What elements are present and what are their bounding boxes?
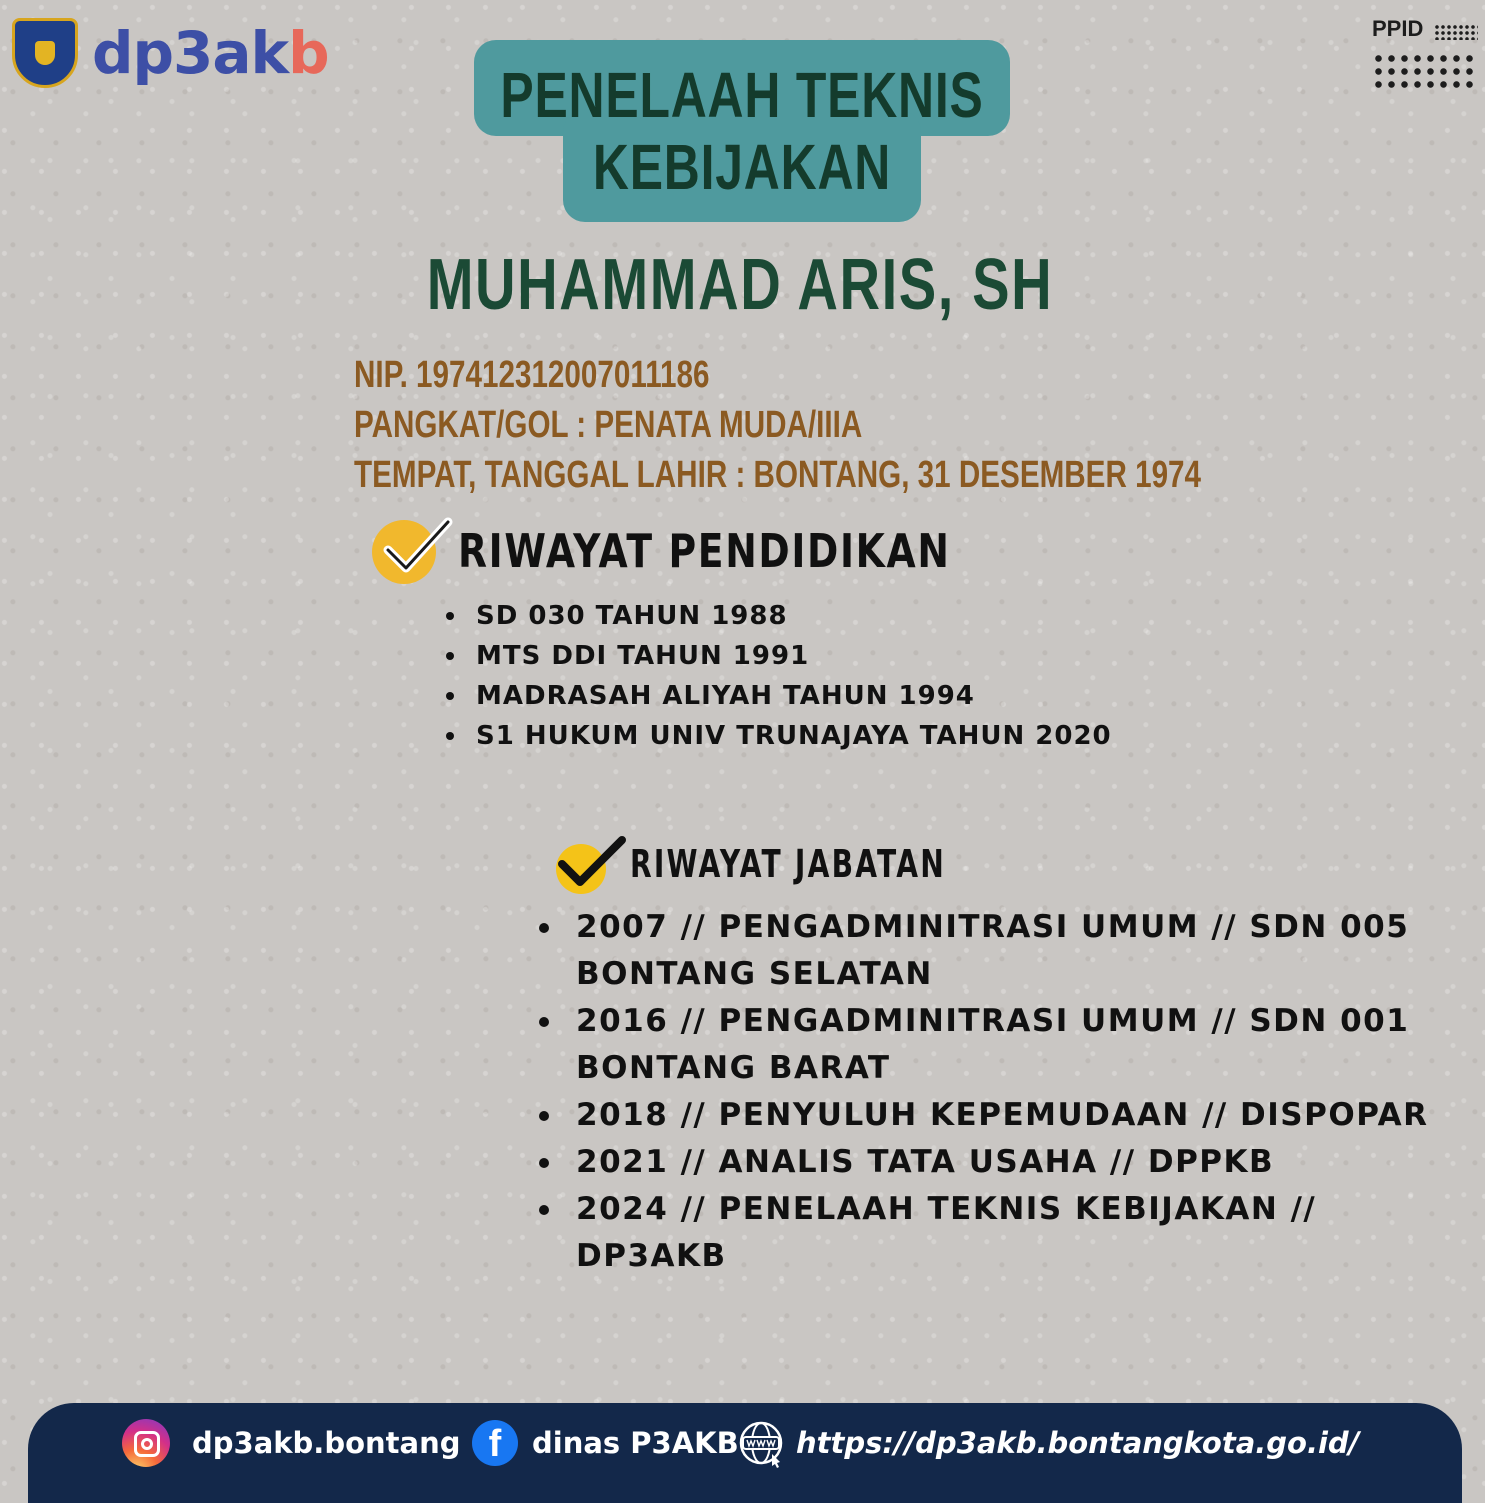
list-item: 2007 // PENGADMINITRASI UMUM // SDN 005 BONTANG SELATAN <box>576 904 1456 998</box>
globe-www-icon <box>736 1418 786 1468</box>
instagram-icon <box>122 1419 170 1467</box>
list-item: 2018 // PENYULUH KEPEMUDAAN // DISPOPAR <box>576 1092 1456 1139</box>
instagram-handle: dp3akb.bontang <box>192 1426 461 1460</box>
list-item: MADRASAH ALIYAH TAHUN 1994 <box>476 676 1236 716</box>
ppid-dots-small <box>1434 24 1478 40</box>
facebook-link[interactable] <box>472 1419 739 1467</box>
list-item: 2016 // PENGADMINITRASI UMUM // SDN 001 BONTANG BARAT <box>576 998 1456 1092</box>
pangkat-line: PANGKAT/GOL : PENATA MUDA/IIIA <box>354 404 863 446</box>
nip-line: NIP. 197412312007011186 <box>354 354 710 396</box>
list-item: SD 030 TAHUN 1988 <box>476 596 1236 636</box>
title-line-2: KEBIJAKAN <box>592 131 892 203</box>
ppid-label: PPID <box>1372 16 1424 41</box>
title-line-1: PENELAAH TEKNIS <box>500 59 984 131</box>
positions-list <box>576 904 1456 1280</box>
list-item: 2024 // PENELAAH TEKNIS KEBIJAKAN // DP3AKB <box>576 1186 1456 1280</box>
ppid-dots-pattern <box>1372 52 1478 92</box>
check-badge-icon <box>556 844 606 894</box>
birth-place-date-line: TEMPAT, TANGGAL LAHIR : BONTANG, 31 DESEMBER 1974 <box>354 454 1202 496</box>
facebook-name: dinas P3AKB <box>532 1426 739 1460</box>
website-link[interactable] <box>736 1419 1359 1467</box>
list-item: 2021 // ANALIS TATA USAHA // DPPKB <box>576 1139 1456 1186</box>
list-item: S1 HUKUM UNIV TRUNAJAYA TAHUN 2020 <box>476 716 1236 756</box>
person-name: MUHAMMAD ARIS, SH <box>426 245 1054 325</box>
list-item: MTS DDI TAHUN 1991 <box>476 636 1236 676</box>
instagram-link[interactable] <box>122 1419 461 1467</box>
facebook-icon: f <box>472 1420 518 1466</box>
city-emblem-icon <box>12 18 78 88</box>
logo-wordmark: dp3akb <box>92 19 329 87</box>
check-badge-icon <box>372 520 436 584</box>
education-heading: RIWAYAT PENDIDIKAN <box>458 524 951 578</box>
website-url: https://dp3akb.bontangkota.go.id/ <box>796 1426 1360 1460</box>
ppid-mark <box>1372 16 1480 92</box>
education-list <box>476 596 1236 756</box>
dp3akb-logo <box>12 14 329 94</box>
positions-heading: RIWAYAT JABATAN <box>630 842 947 886</box>
